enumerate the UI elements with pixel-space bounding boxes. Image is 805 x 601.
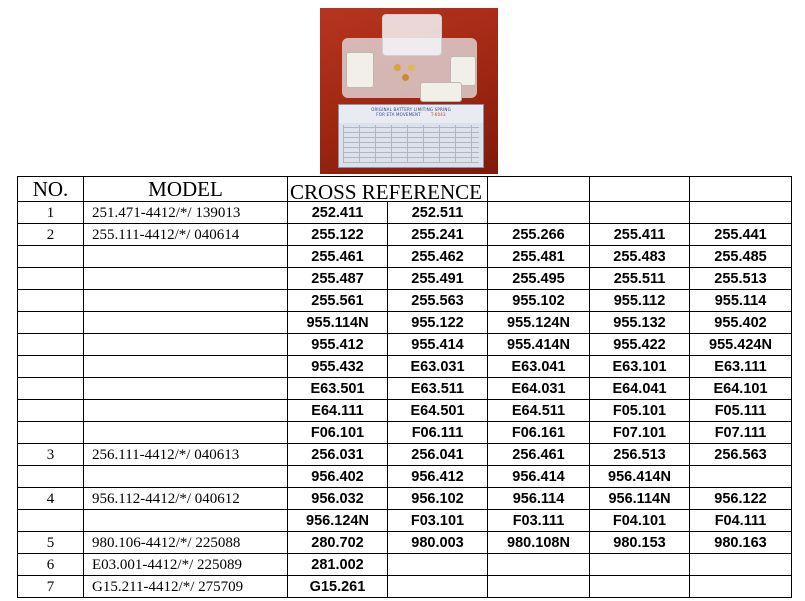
- cross-reference-cell: E63.501: [288, 378, 388, 400]
- cross-reference-cell: E63.101: [590, 356, 690, 378]
- spring-part: [402, 74, 409, 81]
- cross-reference-cell: 256.513: [590, 444, 690, 466]
- table-header-row: [18, 177, 792, 202]
- header-cross-reference: [288, 177, 488, 202]
- cross-reference-cell: 255.513: [690, 268, 792, 290]
- cross-reference-cell: E63.511: [388, 378, 488, 400]
- header-empty: [690, 177, 792, 202]
- cross-reference-cell: 255.491: [388, 268, 488, 290]
- row-number: [18, 356, 84, 378]
- cross-reference-cell: 955.114N: [288, 312, 388, 334]
- cross-reference-cell: [488, 576, 590, 598]
- model-cell: [84, 378, 288, 400]
- card-title-line1: ORIGINAL BATTERY LIMITING SPRING: [371, 107, 451, 112]
- row-number: [18, 510, 84, 532]
- spring-part: [408, 64, 415, 71]
- cross-reference-cell: 956.122: [690, 488, 792, 510]
- model-cell: [84, 334, 288, 356]
- cross-reference-cell: 956.402: [288, 466, 388, 488]
- cross-reference-cell: F04.101: [590, 510, 690, 532]
- product-photo: [320, 8, 498, 174]
- cross-reference-cell: 980.163: [690, 532, 792, 554]
- cross-reference-cell: F04.111: [690, 510, 792, 532]
- cross-reference-cell: F06.101: [288, 422, 388, 444]
- cross-reference-cell: 980.003: [388, 532, 488, 554]
- model-cell: [84, 246, 288, 268]
- cross-reference-cell: 955.124N: [488, 312, 590, 334]
- cross-reference-cell: 956.412: [388, 466, 488, 488]
- card-title-line2: FOR ETA MOVEMENT: [376, 112, 421, 117]
- header-empty: [590, 177, 690, 202]
- cross-reference-cell: [690, 466, 792, 488]
- table-row: [18, 246, 792, 268]
- row-number: 3: [18, 444, 84, 466]
- model-cell: [84, 510, 288, 532]
- row-number: [18, 312, 84, 334]
- row-number: [18, 268, 84, 290]
- header-empty: [488, 177, 590, 202]
- product-card-grid: [343, 125, 479, 163]
- cross-reference-cell: F06.111: [388, 422, 488, 444]
- model-cell: [84, 290, 288, 312]
- cross-reference-cell: 255.462: [388, 246, 488, 268]
- cross-reference-cell: E64.101: [690, 378, 792, 400]
- cross-reference-cell: 255.241: [388, 224, 488, 246]
- cross-reference-cell: F07.111: [690, 422, 792, 444]
- cross-reference-cell: 252.411: [288, 202, 388, 224]
- table-row: [18, 334, 792, 356]
- model-cell: [84, 312, 288, 334]
- cross-reference-cell: 956.414N: [590, 466, 690, 488]
- row-number: 7: [18, 576, 84, 598]
- model-cell: [84, 400, 288, 422]
- model-cell: [84, 356, 288, 378]
- cross-reference-cell: 255.461: [288, 246, 388, 268]
- cross-reference-cell: 252.511: [388, 202, 488, 224]
- model-cell: G15.211-4412/*/ 275709: [84, 576, 288, 598]
- cross-reference-cell: [690, 576, 792, 598]
- cross-reference-cell: 255.411: [590, 224, 690, 246]
- cross-reference-cell: G15.261: [288, 576, 388, 598]
- model-cell: E03.001-4412/*/ 225089: [84, 554, 288, 576]
- cross-reference-cell: 956.032: [288, 488, 388, 510]
- table-row: [18, 488, 792, 510]
- cross-reference-cell: 955.102: [488, 290, 590, 312]
- cross-reference-cell: 280.702: [288, 532, 388, 554]
- row-number: [18, 422, 84, 444]
- cross-reference-cell: [488, 554, 590, 576]
- table-row: [18, 400, 792, 422]
- cross-reference-cell: 255.485: [690, 246, 792, 268]
- model-cell: 256.111-4412/*/ 040613: [84, 444, 288, 466]
- header-cross-reference-text: CROSS REFERENCE: [290, 180, 482, 204]
- table-row: [18, 290, 792, 312]
- cross-reference-cell: 255.563: [388, 290, 488, 312]
- cross-reference-cell: 955.112: [590, 290, 690, 312]
- cross-reference-cell: 255.511: [590, 268, 690, 290]
- cross-reference-cell: 281.002: [288, 554, 388, 576]
- cross-reference-cell: F05.111: [690, 400, 792, 422]
- cross-reference-cell: E64.501: [388, 400, 488, 422]
- cross-reference-cell: 980.108N: [488, 532, 590, 554]
- cross-reference-cell: [590, 554, 690, 576]
- cross-reference-cell: [388, 576, 488, 598]
- table-row: [18, 554, 792, 576]
- cross-reference-cell: 956.114: [488, 488, 590, 510]
- model-cell: 255.111-4412/*/ 040614: [84, 224, 288, 246]
- cross-reference-cell: 255.441: [690, 224, 792, 246]
- spring-part: [394, 64, 401, 71]
- cross-reference-cell: F07.101: [590, 422, 690, 444]
- cross-reference-cell: 256.031: [288, 444, 388, 466]
- cross-reference-cell: [388, 554, 488, 576]
- cross-reference-cell: F06.161: [488, 422, 590, 444]
- cross-reference-cell: 256.563: [690, 444, 792, 466]
- row-number: [18, 290, 84, 312]
- row-number: 2: [18, 224, 84, 246]
- cross-reference-cell: F05.101: [590, 400, 690, 422]
- cross-reference-cell: E63.031: [388, 356, 488, 378]
- cross-reference-table: [17, 176, 792, 598]
- model-cell: [84, 466, 288, 488]
- cross-reference-cell: F03.101: [388, 510, 488, 532]
- table-row: [18, 268, 792, 290]
- cross-reference-cell: [590, 576, 690, 598]
- row-number: [18, 246, 84, 268]
- cross-reference-cell: E63.111: [690, 356, 792, 378]
- cross-reference-cell: 255.122: [288, 224, 388, 246]
- cross-reference-cell: 955.132: [590, 312, 690, 334]
- table-row: [18, 444, 792, 466]
- cross-reference-cell: E64.511: [488, 400, 590, 422]
- row-number: [18, 334, 84, 356]
- model-cell: 980.106-4412/*/ 225088: [84, 532, 288, 554]
- cross-reference-cell: 255.495: [488, 268, 590, 290]
- cross-reference-cell: 255.266: [488, 224, 590, 246]
- cross-reference-cell: 955.402: [690, 312, 792, 334]
- spring-compartment: [346, 52, 374, 88]
- row-number: 6: [18, 554, 84, 576]
- cross-reference-cell: E63.041: [488, 356, 590, 378]
- model-cell: 956.112-4412/*/ 040612: [84, 488, 288, 510]
- row-number: [18, 400, 84, 422]
- cross-reference-cell: 955.422: [590, 334, 690, 356]
- product-card: [338, 104, 484, 168]
- product-card-header: [339, 105, 483, 123]
- spring-compartment: [420, 82, 462, 102]
- cross-reference-cell: 955.114: [690, 290, 792, 312]
- table-row: [18, 466, 792, 488]
- row-number: [18, 378, 84, 400]
- case-lid: [382, 14, 442, 56]
- cross-reference-cell: 955.414N: [488, 334, 590, 356]
- model-cell: 251.471-4412/*/ 139013: [84, 202, 288, 224]
- cross-reference-cell: [690, 202, 792, 224]
- table-row: [18, 510, 792, 532]
- cross-reference-cell: 255.483: [590, 246, 690, 268]
- cross-reference-cell: 955.122: [388, 312, 488, 334]
- cross-reference-cell: 955.414: [388, 334, 488, 356]
- row-number: 4: [18, 488, 84, 510]
- header-no: NO.: [18, 177, 84, 202]
- cross-reference-cell: E64.111: [288, 400, 388, 422]
- cross-reference-cell: 256.461: [488, 444, 590, 466]
- cross-reference-cell: F03.111: [488, 510, 590, 532]
- cross-reference-cell: 255.561: [288, 290, 388, 312]
- cross-reference-cell: E64.041: [590, 378, 690, 400]
- table-row: [18, 356, 792, 378]
- model-cell: [84, 268, 288, 290]
- cross-reference-cell: [690, 554, 792, 576]
- table-row: [18, 312, 792, 334]
- cross-reference-cell: [488, 202, 590, 224]
- row-number: 5: [18, 532, 84, 554]
- cross-reference-cell: 255.481: [488, 246, 590, 268]
- model-cell: [84, 422, 288, 444]
- cross-reference-cell: 956.102: [388, 488, 488, 510]
- row-number: [18, 466, 84, 488]
- cross-reference-cell: 956.414: [488, 466, 590, 488]
- header-model: MODEL: [84, 177, 288, 202]
- cross-reference-cell: 955.412: [288, 334, 388, 356]
- table-row: [18, 202, 792, 224]
- table-row: [18, 422, 792, 444]
- card-code: T-6043: [430, 112, 446, 117]
- cross-reference-cell: [590, 202, 690, 224]
- cross-reference-cell: 956.124N: [288, 510, 388, 532]
- cross-reference-cell: 955.424N: [690, 334, 792, 356]
- table-row: [18, 224, 792, 246]
- cross-reference-cell: E64.031: [488, 378, 590, 400]
- table-row: [18, 378, 792, 400]
- cross-reference-cell: 980.153: [590, 532, 690, 554]
- cross-reference-cell: 256.041: [388, 444, 488, 466]
- table-row: [18, 576, 792, 598]
- table-row: [18, 532, 792, 554]
- cross-reference-cell: 255.487: [288, 268, 388, 290]
- cross-reference-cell: 955.432: [288, 356, 388, 378]
- row-number: 1: [18, 202, 84, 224]
- cross-reference-cell: 956.114N: [590, 488, 690, 510]
